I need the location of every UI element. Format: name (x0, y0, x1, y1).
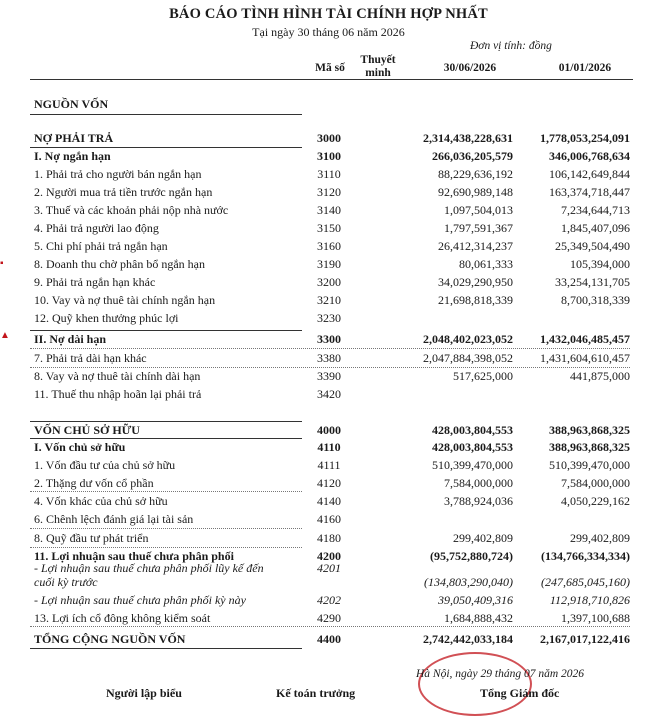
value-current: 34,029,290,950 (438, 275, 513, 289)
value-opening: 7,234,644,713 (561, 203, 630, 217)
value-opening: 388,963,868,325 (549, 423, 630, 437)
row-label: 3. Thuế và các khoản phải nộp nhà nước (34, 203, 229, 217)
row-label: - Lợi nhuận sau thuế chưa phân phối kỳ này (34, 593, 246, 607)
signature-date: Hà Nội, ngày 29 tháng 07 năm 2026 (416, 668, 585, 680)
column-header-current: 30/06/2026 (443, 62, 497, 74)
row-code: 4110 (317, 440, 341, 454)
value-opening: 1,431,604,610,457 (540, 351, 630, 365)
value-opening: 1,397,100,688 (561, 611, 630, 625)
row-code: 3380 (317, 351, 341, 365)
row-divider (30, 648, 302, 649)
value-opening: 7,584,000,000 (561, 476, 630, 490)
row-label: VỐN CHỦ SỞ HỮU (34, 423, 140, 437)
row-code: 3150 (317, 221, 341, 235)
value-opening: (134,766,334,334) (541, 549, 630, 563)
director-label: Tổng Giám đốc (480, 686, 560, 700)
value-current: 80,061,333 (459, 257, 513, 271)
row-label: 6. Chênh lệch đánh giá lại tài sản (34, 512, 194, 526)
row-label: 10. Vay và nợ thuê tài chính ngắn hạn (34, 293, 216, 307)
value-current: 2,048,402,023,052 (423, 332, 513, 346)
value-current: (95,752,880,724) (430, 549, 513, 563)
row-code: 4180 (317, 531, 341, 545)
row-label: 1. Phải trả cho người bán ngắn hạn (34, 167, 202, 181)
row-code: 4111 (317, 458, 341, 472)
row-label: TỔNG CỘNG NGUỒN VỐN (34, 632, 186, 646)
value-current: 1,797,591,367 (444, 221, 513, 235)
row-label: 2. Người mua trả tiền trước ngắn hạn (34, 185, 213, 199)
header-divider (30, 79, 633, 80)
row-code: 3300 (317, 332, 341, 346)
value-opening: 346,006,768,634 (549, 149, 630, 163)
row-label: 11. Thuế thu nhập hoãn lại phải trả (34, 387, 202, 401)
dotted-divider (30, 547, 302, 548)
row-code: 3100 (317, 149, 341, 163)
preparer-label: Người lập biểu (106, 686, 182, 700)
row-divider (30, 147, 302, 148)
row-label: NỢ PHẢI TRẢ (34, 131, 114, 145)
value-current: 88,229,636,192 (438, 167, 513, 181)
value-current: 428,003,804,553 (432, 440, 513, 454)
value-opening: 299,402,809 (570, 531, 630, 545)
row-code: 3140 (317, 203, 341, 217)
row-code: 4400 (317, 632, 341, 646)
row-code: 4202 (317, 593, 341, 607)
row-label: 8. Doanh thu chờ phân bổ ngắn hạn (34, 257, 205, 271)
value-opening: 388,963,868,325 (549, 440, 630, 454)
row-label: 1. Vốn đầu tư của chủ sở hữu (34, 458, 176, 472)
column-header-opening: 01/01/2026 (558, 62, 612, 74)
row-code: 3110 (317, 167, 341, 181)
row-code: 3390 (317, 369, 341, 383)
value-opening: 510,399,470,000 (549, 458, 630, 472)
value-opening: 441,875,000 (570, 369, 630, 383)
row-divider (30, 438, 302, 439)
row-label: 8. Vay và nợ thuê tài chính dài hạn (34, 369, 201, 383)
dotted-divider (30, 491, 302, 492)
row-code: 3000 (317, 131, 341, 145)
value-opening: 1,432,046,485,457 (540, 332, 630, 346)
column-header-note: Thuyết minh (360, 54, 396, 79)
row-label: I. Nợ ngắn hạn (34, 149, 111, 163)
section-underline (30, 114, 302, 115)
report-title: BÁO CÁO TÌNH HÌNH TÀI CHÍNH HỢP NHẤT (169, 6, 488, 22)
row-code: 4200 (317, 549, 341, 563)
row-label: 8. Quỹ đầu tư phát triển (34, 531, 149, 545)
value-opening: 33,254,131,705 (555, 275, 630, 289)
value-current: 266,036,205,579 (432, 149, 513, 163)
value-current: 2,047,884,398,052 (423, 351, 513, 365)
row-label: 5. Chi phí phải trả ngắn hạn (34, 239, 168, 253)
row-code: 3420 (317, 387, 341, 401)
value-current: (134,803,290,040) (424, 575, 513, 589)
value-opening: (247,685,045,160) (541, 575, 630, 589)
dotted-divider (30, 528, 302, 529)
row-label: 4. Phải trả người lao động (34, 221, 159, 235)
row-code: 3120 (317, 185, 341, 199)
row-code: 4201 (317, 561, 341, 575)
value-current: 21,698,818,339 (438, 293, 513, 307)
value-opening: 106,142,649,844 (549, 167, 630, 181)
column-header-code: Mã số (315, 62, 345, 74)
value-current: 92,690,989,148 (438, 185, 513, 199)
row-divider (30, 421, 302, 422)
row-code: 4140 (317, 494, 341, 508)
row-code: 3190 (317, 257, 341, 271)
row-label-continued: cuối kỳ trước (34, 575, 98, 589)
row-code: 3210 (317, 293, 341, 307)
currency-unit: Đơn vị tính: đồng (470, 40, 552, 52)
row-code: 3200 (317, 275, 341, 289)
value-opening: 8,700,318,339 (561, 293, 630, 307)
value-current: 428,003,804,553 (432, 423, 513, 437)
row-label: II. Nợ dài hạn (34, 332, 107, 346)
value-current: 3,788,924,036 (444, 494, 513, 508)
value-opening: 1,778,053,254,091 (540, 131, 630, 145)
margin-mark: ▪ (0, 258, 4, 269)
row-label: 13. Lợi ích cổ đông không kiểm soát (34, 611, 211, 625)
value-current: 26,412,314,237 (438, 239, 513, 253)
company-seal (418, 652, 532, 716)
row-label: 11. Lợi nhuận sau thuế chưa phân phối (34, 549, 234, 563)
value-current: 1,684,888,432 (444, 611, 513, 625)
row-code: 4120 (317, 476, 341, 490)
row-label: 2. Thặng dư vốn cổ phần (34, 476, 154, 490)
row-label: 4. Vốn khác của chủ sở hữu (34, 494, 168, 508)
value-opening: 2,167,017,122,416 (540, 632, 630, 646)
value-current: 2,742,442,033,184 (423, 632, 513, 646)
dotted-divider (30, 348, 630, 349)
row-label: 7. Phải trả dài hạn khác (34, 351, 147, 365)
accountant-label: Kế toán trưởng (276, 686, 356, 700)
row-code: 4160 (317, 512, 341, 526)
value-current: 2,314,438,228,631 (423, 131, 513, 145)
dotted-divider (30, 367, 630, 368)
row-label: 9. Phải trả ngắn hạn khác (34, 275, 156, 289)
value-opening: 4,050,229,162 (561, 494, 630, 508)
row-label: I. Vốn chủ sở hữu (34, 440, 126, 454)
value-opening: 1,845,407,096 (561, 221, 630, 235)
value-current: 517,625,000 (453, 369, 513, 383)
value-current: 299,402,809 (453, 531, 513, 545)
value-opening: 25,349,504,490 (555, 239, 630, 253)
margin-mark: ▲ (0, 330, 10, 341)
value-current: 1,097,504,013 (444, 203, 513, 217)
value-current: 39,050,409,316 (438, 593, 513, 607)
value-current: 7,584,000,000 (444, 476, 513, 490)
value-opening: 112,918,710,826 (549, 593, 630, 607)
row-code: 3160 (317, 239, 341, 253)
row-code: 4000 (317, 423, 341, 437)
row-label: 12. Quỹ khen thưởng phúc lợi (34, 311, 179, 325)
dotted-divider (30, 626, 630, 627)
row-code: 3230 (317, 311, 341, 325)
report-date: Tại ngày 30 tháng 06 năm 2026 (252, 25, 405, 39)
row-divider (30, 330, 302, 331)
value-opening: 105,394,000 (570, 257, 630, 271)
value-current: 510,399,470,000 (432, 458, 513, 472)
row-code: 4290 (317, 611, 341, 625)
row-label: - Lợi nhuận sau thuế chưa phân phối lũy kế đến (34, 561, 264, 575)
value-opening: 163,374,718,447 (549, 185, 630, 199)
